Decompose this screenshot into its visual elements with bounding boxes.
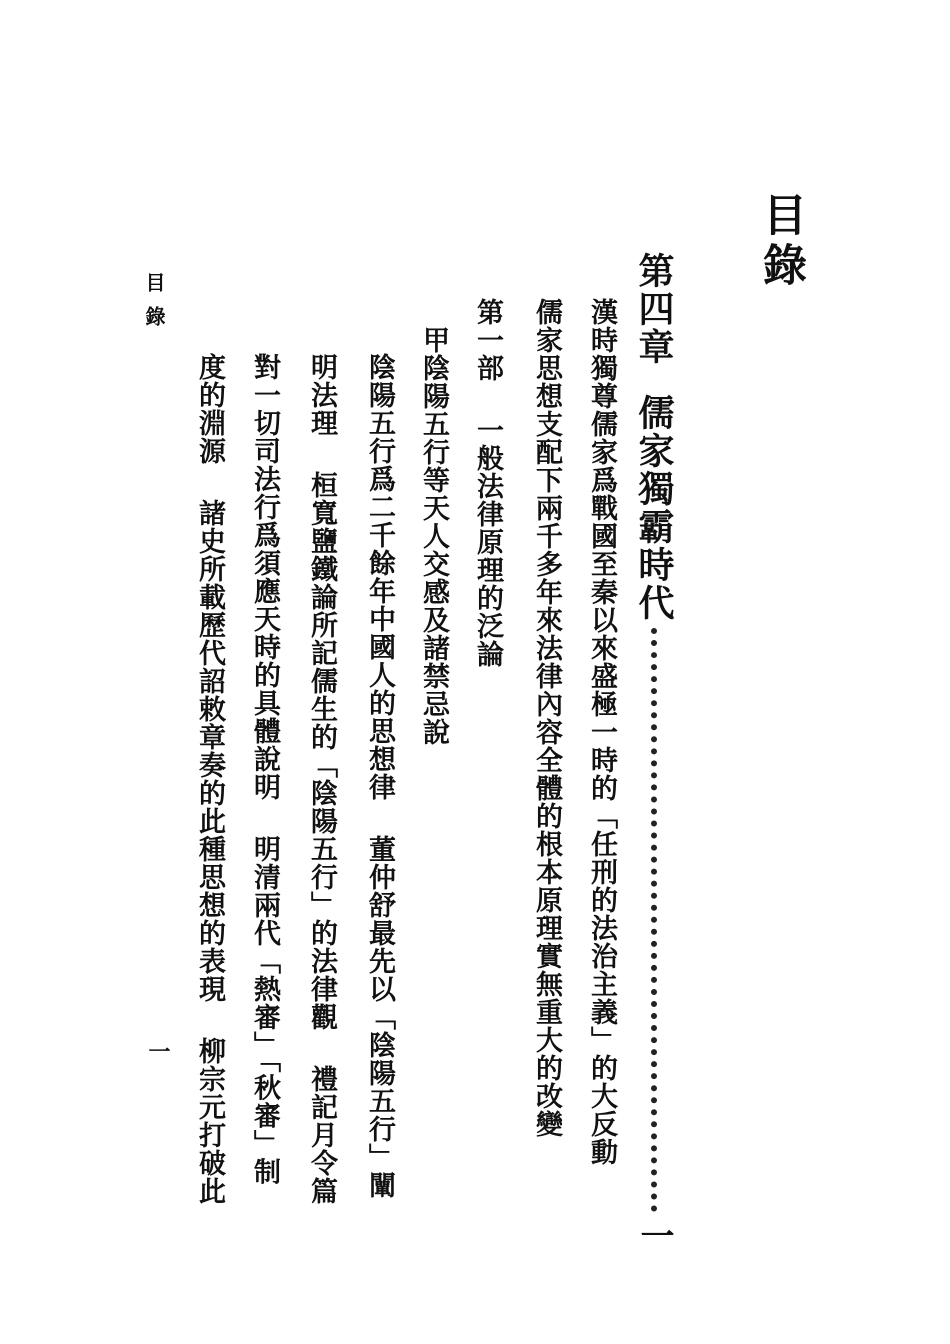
chapter-heading[interactable] <box>633 252 675 1252</box>
line8-part-a: 度的淵源 <box>194 353 225 465</box>
line8-part-c: 柳宗元打破此 <box>194 1037 225 1205</box>
toc-line-1: 漢時獨尊儒家爲戰國至秦以來盛極一時的「任刑的法治主義」的大反動 <box>586 298 617 1166</box>
toc-line-8 <box>196 353 223 1205</box>
line5-part-b: 董仲舒最先以「陰陽五行」闡 <box>364 835 395 1199</box>
line7-part-b: 明清兩代「熱審」「秋審」制 <box>249 835 280 1186</box>
chapter-title: 儒家獨霸時代 <box>633 394 675 622</box>
running-header: 目錄 <box>142 272 166 340</box>
line6-part-b: 桓寬鹽鐵論所記儒生的「陰陽五行」的法律觀 <box>306 471 337 1031</box>
toc-line-2: 儒家思想支配下兩千多年來法律內容全體的根本原理實無重大的改變 <box>531 298 562 1138</box>
line5-part-a: 陰陽五行爲二千餘年中國人的思想律 <box>364 353 395 801</box>
toc-line-6 <box>308 353 335 1205</box>
line7-part-a: 對一切司法行爲須應天時的具體說明 <box>249 353 280 801</box>
line6-part-c: 禮記月令篇 <box>306 1065 337 1205</box>
toc-line-7 <box>251 353 278 1186</box>
part-title: 一般法律原理的泛論 <box>472 416 503 668</box>
chapter-page-number: 一 <box>634 1218 674 1252</box>
leader-dots <box>651 628 657 1212</box>
part-label: 第一部 <box>472 298 503 382</box>
chapter-label: 第四章 <box>633 252 675 366</box>
line6-part-a: 明法理 <box>306 353 337 437</box>
toc-line-5 <box>366 353 393 1199</box>
toc-part-heading[interactable] <box>474 298 501 668</box>
line8-part-b: 諸史所載歷代詔敕章奏的此種思想的表現 <box>194 499 225 1003</box>
page-number: 一 <box>145 1040 171 1062</box>
toc-title: 目錄 <box>755 192 806 292</box>
toc-section-heading[interactable]: 甲陰陽五行等天人交感及諸禁忌說 <box>418 326 449 746</box>
